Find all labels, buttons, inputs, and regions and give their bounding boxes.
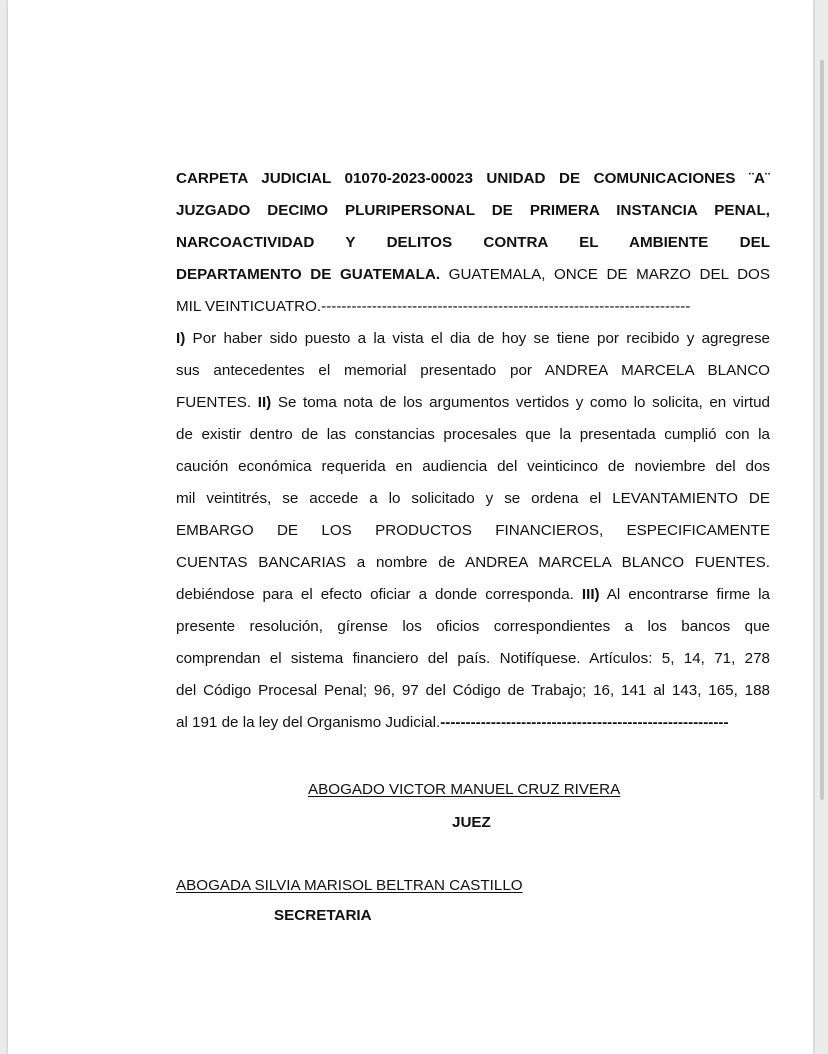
judge-title: JUEZ <box>452 814 491 831</box>
paragraph-2-label: II) <box>257 394 272 411</box>
vertical-scrollbar[interactable] <box>820 60 824 800</box>
paragraph-2-line-8: CUENTAS BANCARIAS a nombre de ANDREA MARCELA BLANCO FUENTES. <box>176 554 770 571</box>
date-line <box>176 291 770 323</box>
date-text-2: MIL VEINTICUATRO. <box>176 298 322 315</box>
paragraph-2-line-9: debiéndose para el efecto oficiar a donde corresponda. III) Al encontrarse firme la <box>176 586 770 603</box>
document-page <box>8 0 813 1054</box>
header-line-4 <box>176 259 770 291</box>
date-text-1: GUATEMALA, ONCE DE MARZO DEL DOS <box>440 266 770 283</box>
paragraph-2-line-5: caución económica requerida en audiencia del veinticinco de noviembre del dos <box>176 458 770 475</box>
paragraph-3-line-13: al 191 de la ley del Organismo Judicial.--------------------------------------------------------- <box>176 714 729 731</box>
paragraph-1-line-1: I) Por haber sido puesto a la vista el dia de hoy se tiene por recibido y agregrese <box>176 330 770 347</box>
header-line-1: CARPETA JUDICIAL 01070-2023-00023 UNIDAD DE COMUNICACIONES ¨A¨ <box>176 170 770 187</box>
judge-name: ABOGADO VICTOR MANUEL CRUZ RIVERA <box>308 781 621 798</box>
header-line-3: NARCOACTIVIDAD Y DELITOS CONTRA EL AMBIENTE DEL <box>176 234 770 251</box>
paragraph-2-line-4: de existir dentro de las constancias procesales que la presentada cumplió con la <box>176 426 770 443</box>
date-dashes: ------------------------------------------------------------------------- <box>321 298 691 315</box>
paragraph-3-label: III) <box>581 586 600 603</box>
paragraph-3-line-11: comprendan el sistema financiero del país. Notifíquese. Artículos: 5, 14, 71, 278 <box>176 650 770 667</box>
paragraph-2-line-6: mil veintitrés, se accede a lo solicitado y se ordena el LEVANTAMIENTO DE <box>176 490 770 507</box>
closing-dashes: --------------------------------------------------------- <box>440 714 729 731</box>
resolution-body <box>176 163 770 739</box>
paragraph-3-line-10: presente resolución, gírense los oficios correspondientes a los bancos que <box>176 618 770 635</box>
paragraph-1-label: I) <box>176 330 186 347</box>
paragraph-3-line-12: del Código Procesal Penal; 96, 97 del Código de Trabajo; 16, 141 al 143, 165, 188 <box>176 682 770 699</box>
secretary-title: SECRETARIA <box>274 907 372 924</box>
paragraph-1-line-2: sus antecedentes el memorial presentado por ANDREA MARCELA BLANCO <box>176 362 770 379</box>
paragraph-1-line-3: FUENTES. II) Se toma nota de los argumentos vertidos y como lo solicita, en virtud <box>176 394 770 411</box>
header-line-2: JUZGADO DECIMO PLURIPERSONAL DE PRIMERA INSTANCIA PENAL, <box>176 202 770 219</box>
paragraph-2-line-7: EMBARGO DE LOS PRODUCTOS FINANCIEROS, ESPECIFICAMENTE <box>176 522 770 539</box>
secretary-name: ABOGADA SILVIA MARISOL BELTRAN CASTILLO <box>176 877 523 894</box>
department-label: DEPARTAMENTO DE GUATEMALA. <box>176 266 441 283</box>
